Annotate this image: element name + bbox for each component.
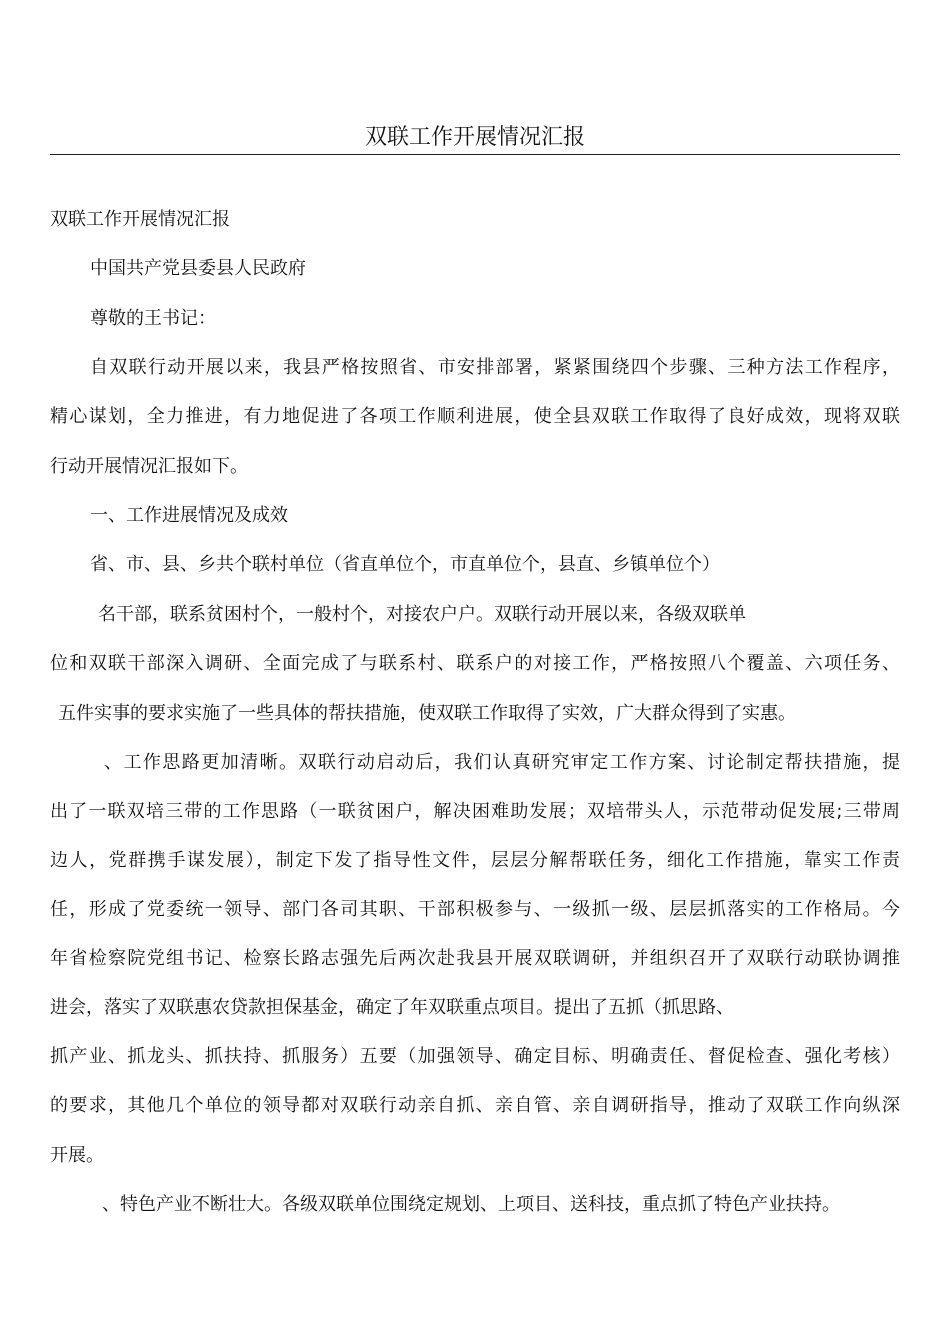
page-header xyxy=(50,122,900,155)
paragraph-line: 位和双联干部深入调研、全面完成了与联系村、联系户的对接工作，严格按照八个覆盖、六项任务、 xyxy=(50,653,900,674)
section-heading: 一、工作进展情况及成效 xyxy=(90,505,288,526)
paragraph-line: 开展。 xyxy=(50,1145,104,1166)
paragraph-line: 年省检察院党组书记、检察长路志强先后两次赴我县开展双联调研，并组织召开了双联行动联协调推 xyxy=(50,948,900,969)
paragraph-line: 出了一联双培三带的工作思路（一联贫困户，解决困难助发展；双培带头人，示范带动促发展;三带周 xyxy=(50,801,900,822)
paragraph-line: 边人，党群携手谋发展），制定下发了指导性文件，层层分解帮联任务，细化工作措施，靠实工作责 xyxy=(50,850,900,871)
paragraph-line: 行动开展情况汇报如下。 xyxy=(50,456,248,477)
document-heading: 双联工作开展情况汇报 xyxy=(50,209,230,230)
paragraph-line: 五件实事的要求实施了一些具体的帮扶措施，使双联工作取得了实效，广大群众得到了实惠。 xyxy=(58,703,796,724)
salutation: 尊敬的王书记： xyxy=(90,308,216,329)
paragraph-line: 抓产业、抓龙头、抓扶持、抓服务）五要（加强领导、确定目标、明确责任、督促检查、强化考核） xyxy=(50,1046,900,1067)
paragraph-line: 、特色产业不断壮大。各级双联单位围绕定规划、上项目、送科技，重点抓了特色产业扶持。 xyxy=(102,1194,840,1215)
paragraph-line: 的要求，其他几个单位的领导都对双联行动亲自抓、亲自管、亲自调研指导，推动了双联工作向纵深 xyxy=(50,1095,900,1116)
addressee-organization: 中国共产党县委县人民政府 xyxy=(90,258,306,279)
paragraph-line: 进会，落实了双联惠农贷款担保基金，确定了年双联重点项目。提出了五抓（抓思路、 xyxy=(50,997,734,1018)
paragraph-line: 自双联行动开展以来，我县严格按照省、市安排部署，紧紧围绕四个步骤、三种方法工作程序， xyxy=(90,357,900,378)
paragraph-line: 、工作思路更加清晰。双联行动启动后，我们认真研究审定工作方案、讨论制定帮扶措施，提 xyxy=(104,752,900,773)
paragraph-line: 任，形成了党委统一领导、部门各司其职、干部积极参与、一级抓一级、层层抓落实的工作格局。今 xyxy=(50,899,900,920)
page-title: 双联工作开展情况汇报 xyxy=(364,125,585,150)
paragraph-line: 精心谋划，全力推进，有力地促进了各项工作顺利进展，使全县双联工作取得了良好成效，现将双联 xyxy=(50,406,900,427)
paragraph-line: 省、市、县、乡共个联村单位（省直单位个，市直单位个，县直、乡镇单位个） xyxy=(90,554,720,575)
paragraph-line: 名干部，联系贫困村个，一般村个，对接农户户。双联行动开展以来，各级双联单 xyxy=(98,604,746,625)
